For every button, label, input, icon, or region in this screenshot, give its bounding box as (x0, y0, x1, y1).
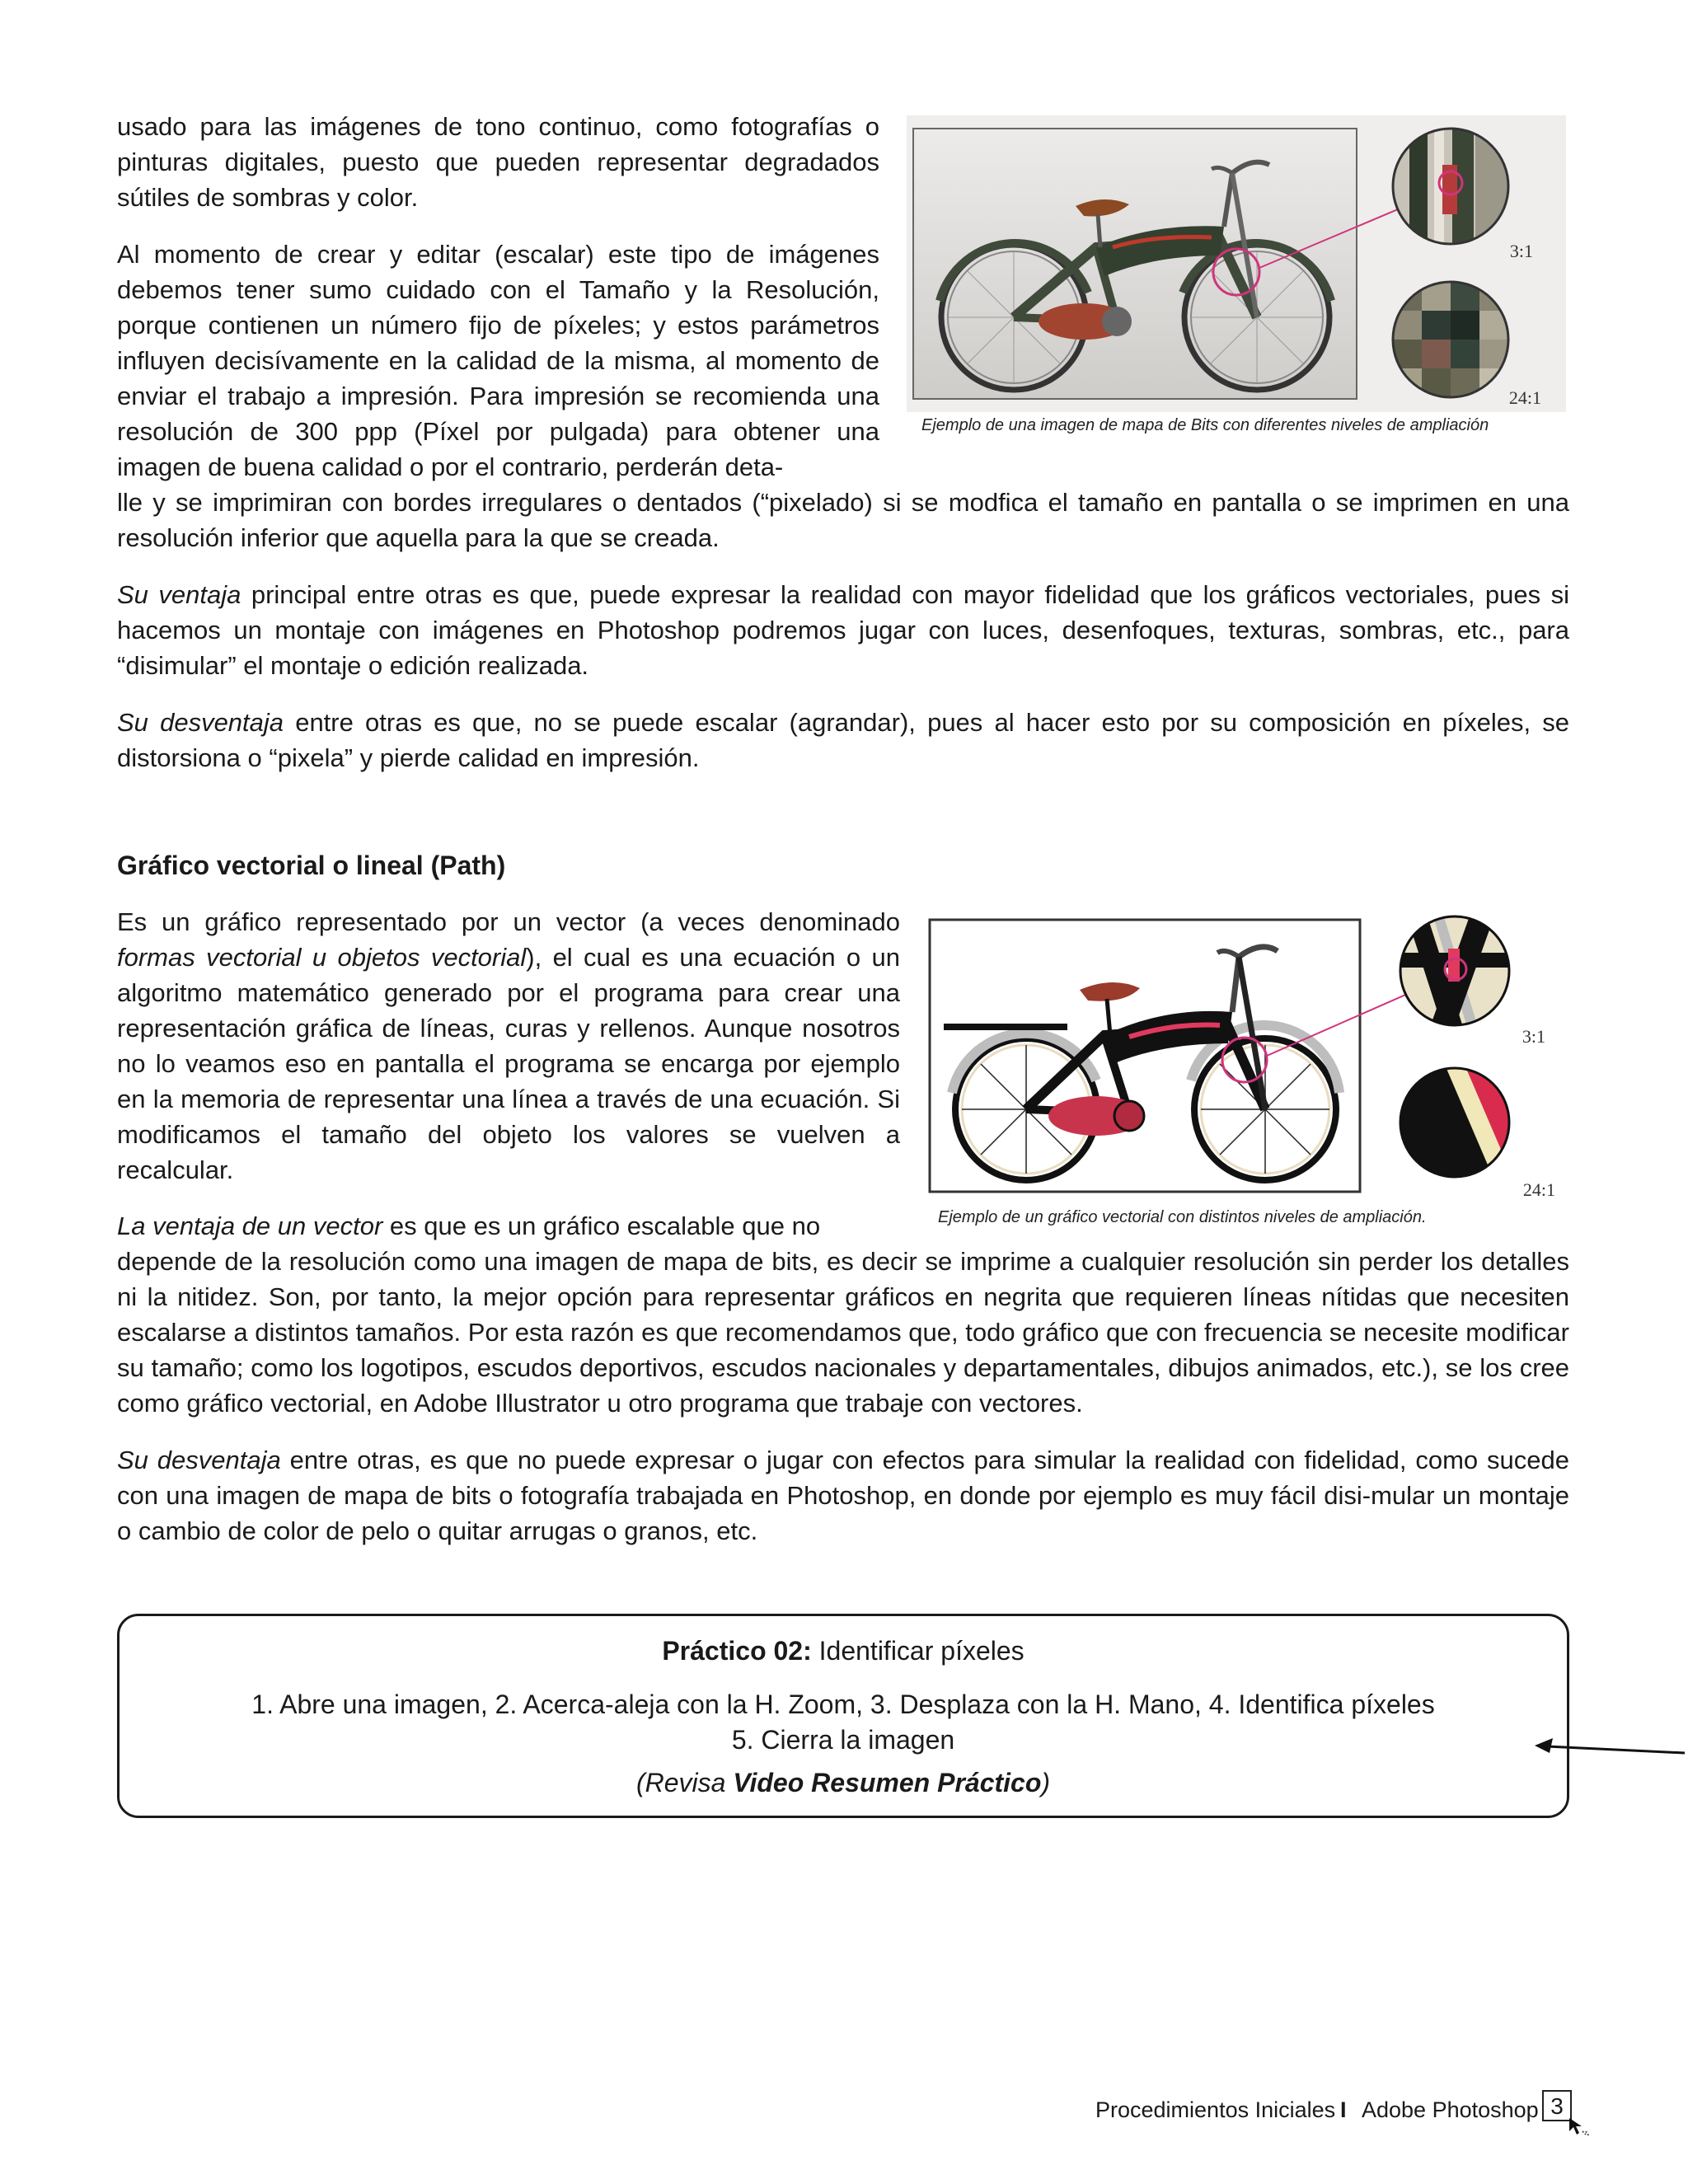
bitmap-bicycle-illustration (907, 115, 1566, 412)
bitmap-bicycle-figure (907, 115, 1566, 412)
paragraph-text: Es un gráfico representado por un vector (a veces denominado (117, 907, 900, 936)
paragraph-text: lle y se imprimiran con bordes irregulares o dentados (“pixelado) si se modfica el tamaño en pantalla o se imprimen en una resolución inferior que aquella para la que se creada. (117, 488, 1569, 552)
practice-steps (120, 1687, 1567, 1758)
zoom-label-3-1: 3:1 (1522, 1026, 1545, 1047)
vector-figure-caption: Ejemplo de un gráfico vectorial con distintos niveles de ampliación. (938, 1208, 1427, 1226)
paragraph-bitmap-resolution-continued (117, 485, 1569, 555)
video-summary-link[interactable]: Video Resumen Práctico (733, 1768, 1042, 1797)
zoom-label-24-1: 24:1 (1522, 1179, 1555, 1200)
paragraph-text: usado para las imágenes de tono continuo, como fotografías o pinturas digitales, puesto que pueden representar degradados sútiles de sombras y color. (117, 112, 879, 212)
page-number: 3 (1542, 2090, 1572, 2121)
advantage-label: Su ventaja (117, 580, 241, 609)
cursor-icon (1568, 2116, 1592, 2141)
paragraph-bitmap-resolution (117, 237, 879, 485)
paragraph-vector-definition (117, 904, 900, 1188)
practice-title-label: Práctico 02: (662, 1636, 812, 1666)
paragraph-bitmap-advantage (117, 577, 1569, 683)
practice-box (117, 1614, 1569, 1818)
practice-steps-line-2: 5. Cierra la imagen (731, 1725, 955, 1755)
paragraph-text: principal entre otras es que, puede expresar la realidad con mayor fidelidad que los gráficos vectoriales, pues si hacemos un montaje con imágenes en Photoshop podremos jugar con luces, desenfoques, texturas, sombras, etc., para “disimular” el montaje o edición realizada. (117, 580, 1570, 680)
paragraph-text: entre otras es que, no se puede escalar (agrandar), pues al hacer esto por su composición en píxeles, se distorsiona o “pixela” y pierde calidad en impresión. (117, 708, 1569, 772)
zoom-label-24-1: 24:1 (1508, 387, 1541, 408)
paragraph-emphasis: formas vectorial u objetos vectorial (117, 943, 527, 972)
zoom-label-3-1: 3:1 (1509, 241, 1533, 261)
footer-section: Procedimientos Iniciales (1095, 2097, 1336, 2122)
paragraph-bitmap-disadvantage (117, 705, 1569, 776)
paragraph-text: ), el cual es una ecuación o un algoritmo matemático generado por el programa para crear una representación gráfica de líneas, curas y rellenos. Aunque nosotros no lo veamos eso en pantalla el programa se encarga por ejemplo en la memoria de representar una línea a través de una ecuación. Si modificamos el tamaño del objeto los valores se vuelven a recalcular. (117, 943, 901, 1184)
practice-title (120, 1636, 1567, 1666)
practice-note-suffix: ) (1041, 1768, 1051, 1797)
practice-note-prefix: (Revisa (635, 1768, 734, 1797)
bitmap-figure-caption: Ejemplo de una imagen de mapa de Bits con diferentes niveles de ampliación (921, 416, 1489, 434)
paragraph-text: entre otras, es que no puede expresar o jugar con efectos para simular la realidad con fidelidad, como sucede con una imagen de mapa de bits o fotografía trabajada en Photoshop, en donde por ejemplo es muy fácil disi-mular un montaje o cambio de color de pelo o quitar arrugas o granos, etc. (117, 1446, 1569, 1545)
vector-bicycle-illustration (927, 912, 1570, 1208)
footer-separator: I (1340, 2097, 1347, 2122)
disadvantage-label: Su desventaja (117, 1446, 281, 1474)
paragraph-text: Al momento de crear y editar (escalar) este tipo de imágenes debemos tener sumo cuidado con el Tamaño y la Resolución, porque contienen un número fijo de píxeles; y estos parámetros influyen decisívamente en la calidad de la misma, al momento de enviar el trabajo a impresión. Para impresión se recomienda una resolución de 300 ppp (Píxel por pulgada) para obtener una imagen de buena calidad o por el contrario, perderán deta- (117, 240, 879, 481)
practice-note (120, 1768, 1567, 1798)
paragraph-text: es que es un gráfico escalable que no (382, 1212, 821, 1240)
practice-title-text: Identificar píxeles (811, 1636, 1025, 1666)
paragraph-bitmap-intro (117, 109, 879, 215)
paragraph-vector-disadvantage (117, 1442, 1569, 1549)
paragraph-text: depende de la resolución como una imagen de mapa de bits, es decir se imprime a cualquier resolución sin perder los detalles ni la nitidez. Son, por tanto, la mejor opción para representar gráficos en negrita que requieren líneas nítidas que necesiten escalarse a distintos tamaños. Por esta razón es que recomendamos que, todo gráfico que con frecuencia se necesite modificar su tamaño; como los logotipos, escudos deportivos, escudos nacionales y departamentales, dibujos animados, etc.), se los cree como gráfico vectorial, en Adobe Illustrator u otro programa que trabaje con vectores. (117, 1247, 1569, 1418)
practice-steps-line-1: 1. Abre una imagen, 2. Acerca-aleja con la H. Zoom, 3. Desplaza con la H. Mano, 4. Identifica píxeles (251, 1690, 1435, 1719)
footer-product: Adobe Photoshop (1362, 2097, 1539, 2122)
paragraph-vector-advantage-start (117, 1208, 900, 1244)
paragraph-vector-advantage (117, 1244, 1569, 1421)
disadvantage-label: Su desventaja (117, 708, 284, 737)
advantage-label: La ventaja de un vector (117, 1212, 383, 1240)
section-heading-vector: Gráfico vectorial o lineal (Path) (117, 851, 506, 880)
vector-bicycle-figure (927, 912, 1570, 1208)
left-arrow-icon (1531, 1735, 1688, 1768)
